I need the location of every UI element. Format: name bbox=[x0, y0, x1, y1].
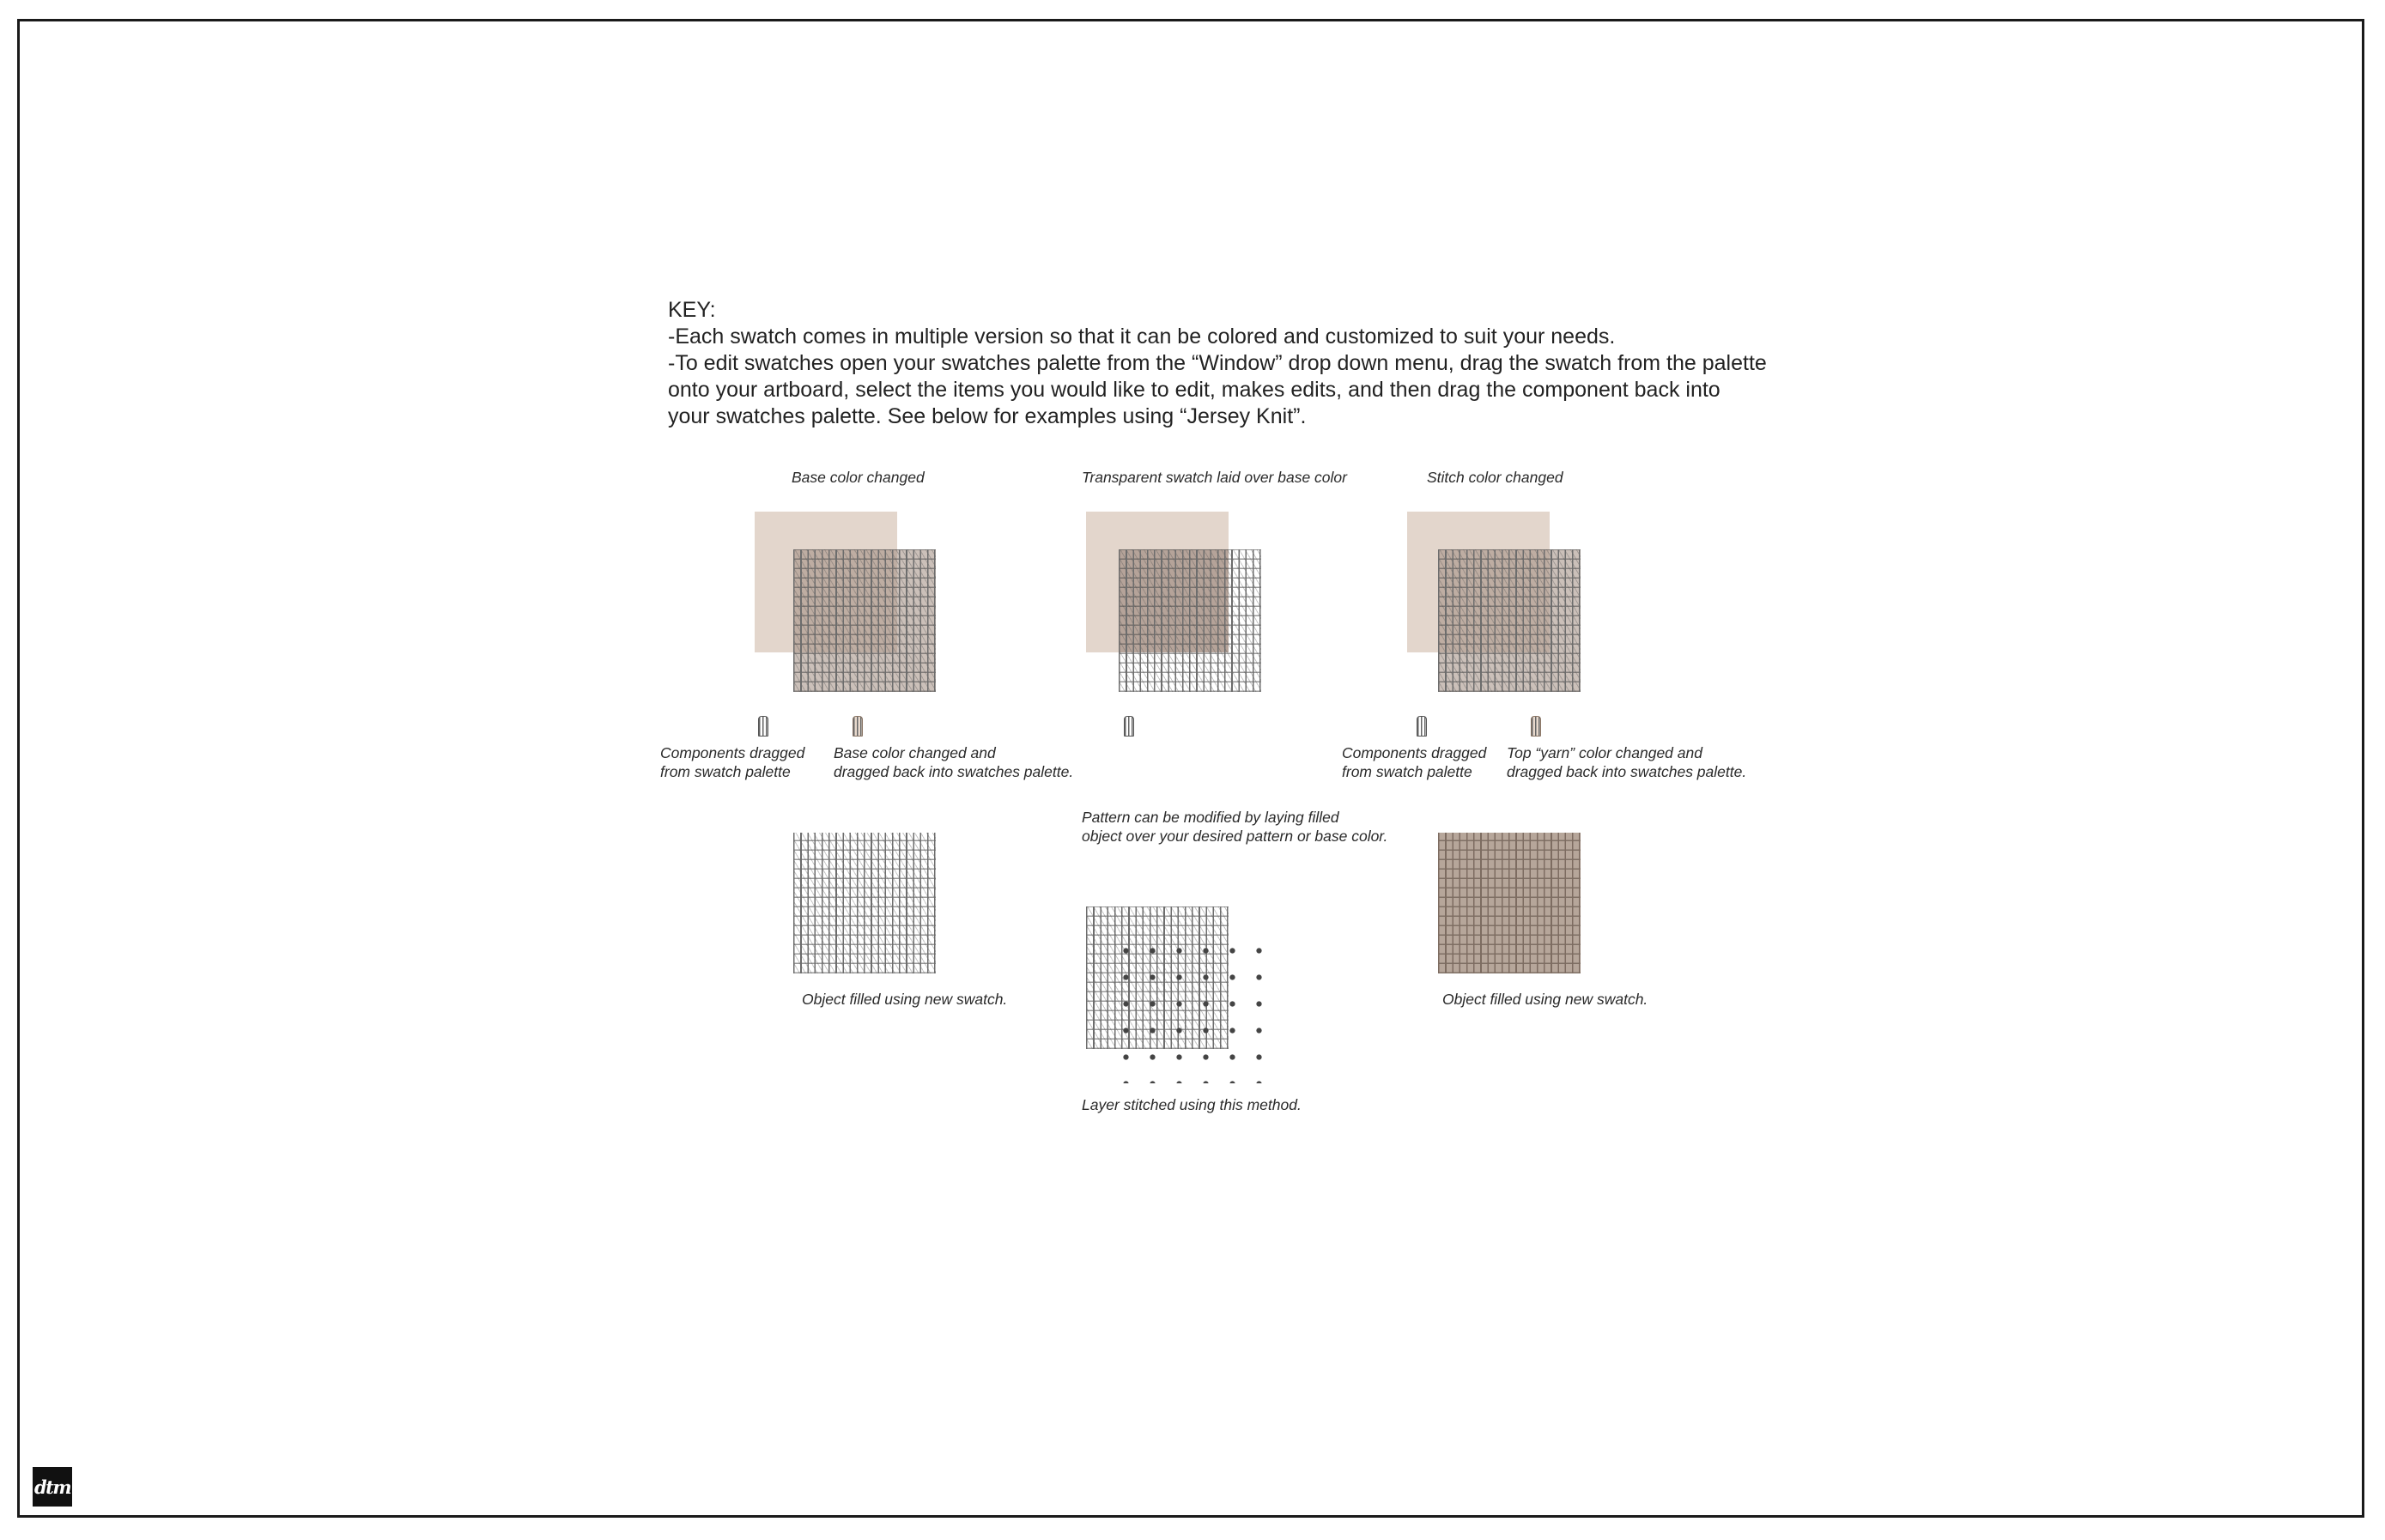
caption-components-dragged-right: Components dragged from swatch palette bbox=[1342, 744, 1487, 780]
stitch-component-icon bbox=[1124, 716, 1134, 737]
caption-object-filled-left: Object filled using new swatch. bbox=[802, 991, 1008, 1008]
knit-swatch-3 bbox=[1438, 549, 1581, 692]
page-border bbox=[17, 19, 2364, 1518]
dtm-logo: dtm bbox=[33, 1467, 72, 1507]
key-instructions bbox=[668, 297, 1767, 430]
stitch-component-tan-icon bbox=[853, 716, 863, 737]
stitch-component-icon bbox=[758, 716, 768, 737]
key-heading: KEY: bbox=[668, 298, 716, 322]
caption-components-dragged-left: Components dragged from swatch palette bbox=[660, 744, 805, 780]
filled-object-left bbox=[793, 833, 936, 973]
caption-transparent-swatch: Transparent swatch laid over base color bbox=[1082, 469, 1347, 486]
caption-yarn-changed: Top “yarn” color changed and dragged back into swatches palette. bbox=[1507, 744, 1747, 780]
stitch-component-tan-icon bbox=[1531, 716, 1541, 737]
caption-layer-stitched: Layer stitched using this method. bbox=[1082, 1096, 1302, 1113]
caption-base-color-changed: Base color changed bbox=[792, 469, 925, 486]
key-line-1: -Each swatch comes in multiple version so that it can be colored and customized to suit your needs. bbox=[668, 324, 1616, 349]
stitch-component-icon bbox=[1417, 716, 1427, 737]
key-line-2: -To edit swatches open your swatches palette from the “Window” drop down menu, drag the swatch from the palette onto your artboard, select the items you would like to edit, makes edits, and then drag the component back into your swatches palette. See below for examples using “Jersey Knit”. bbox=[668, 351, 1767, 428]
knit-swatch-1 bbox=[793, 549, 936, 692]
knit-swatch-transparent bbox=[1119, 549, 1261, 692]
caption-stitch-color-changed: Stitch color changed bbox=[1427, 469, 1563, 486]
dot-pattern-overlay bbox=[1113, 937, 1265, 1083]
caption-pattern-modified: Pattern can be modified by laying filled object over your desired pattern or base color. bbox=[1082, 809, 1388, 845]
caption-object-filled-right: Object filled using new swatch. bbox=[1442, 991, 1648, 1008]
filled-object-right bbox=[1438, 833, 1581, 973]
caption-base-dragged-back: Base color changed and dragged back into swatches palette. bbox=[834, 744, 1074, 780]
